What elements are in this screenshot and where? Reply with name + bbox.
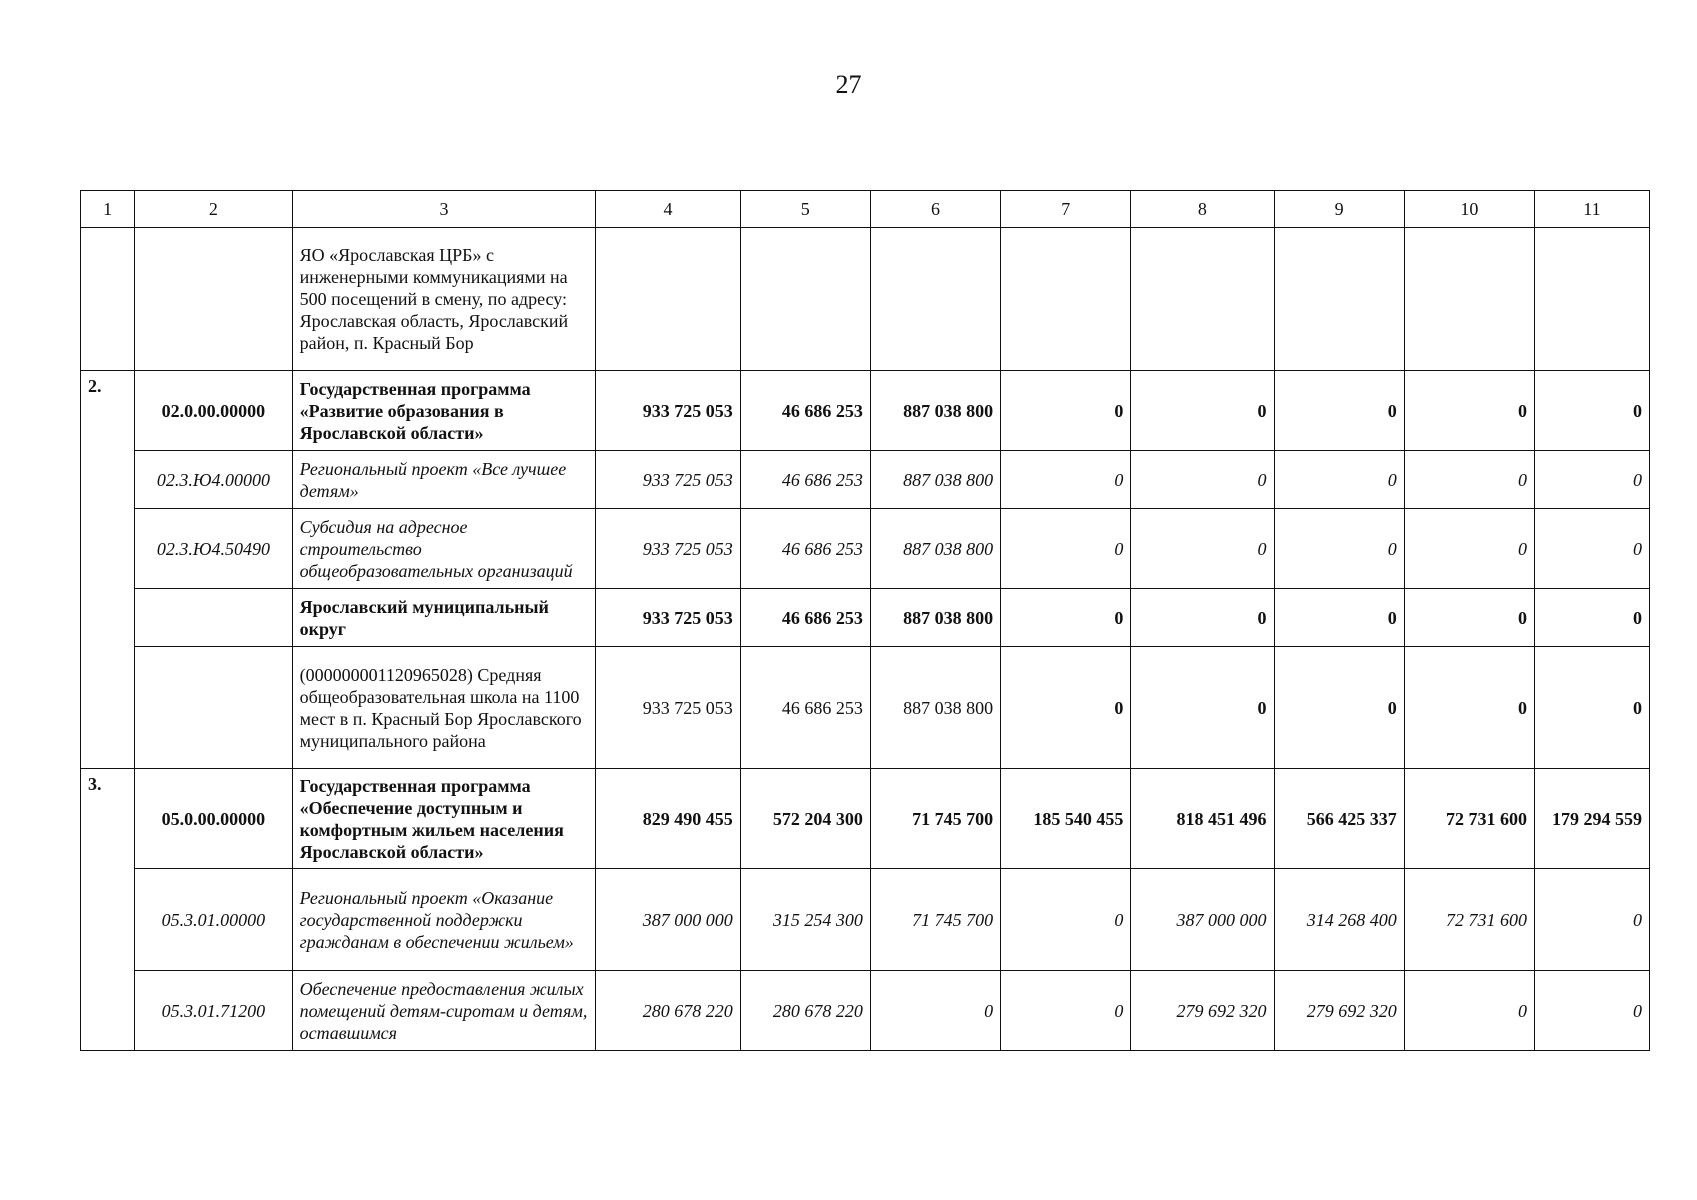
value-cell: 0 xyxy=(1001,451,1131,509)
value-cell: 933 725 053 xyxy=(596,589,740,647)
value-cell: 829 490 455 xyxy=(596,769,740,869)
value-cell: 887 038 800 xyxy=(870,451,1000,509)
value-cell: 314 268 400 xyxy=(1274,869,1404,971)
value-cell: 566 425 337 xyxy=(1274,769,1404,869)
value-cell: 71 745 700 xyxy=(870,869,1000,971)
value-cell: 0 xyxy=(1001,869,1131,971)
row-description: Ярославский муниципальный округ xyxy=(292,589,596,647)
budget-table xyxy=(80,190,1650,1051)
row-code xyxy=(135,589,292,647)
value-cell: 179 294 559 xyxy=(1534,769,1649,869)
row-description: Обеспечение предоставления жилых помещений детям-сиротам и детям, оставшимся xyxy=(292,971,596,1051)
value-cell: 0 xyxy=(1404,971,1534,1051)
row-code: 05.3.01.00000 xyxy=(135,869,292,971)
value-cell: 887 038 800 xyxy=(870,509,1000,589)
row-description: Государственная программа «Обеспечение доступным и комфортным жильем населения Ярославской области» xyxy=(292,769,596,869)
value-cell: 0 xyxy=(1534,371,1649,451)
value-cell: 933 725 053 xyxy=(596,509,740,589)
value-cell: 387 000 000 xyxy=(1131,869,1274,971)
column-header: 4 xyxy=(596,191,740,228)
row-description: Субсидия на адресное строительство общеобразовательных организаций xyxy=(292,509,596,589)
header-row xyxy=(81,191,1650,228)
value-cell: 0 xyxy=(1404,371,1534,451)
table-row xyxy=(81,451,1650,509)
value-cell: 887 038 800 xyxy=(870,589,1000,647)
row-code: 02.3.Ю4.50490 xyxy=(135,509,292,589)
value-cell: 387 000 000 xyxy=(596,869,740,971)
row-code xyxy=(135,647,292,769)
row-index: 2. xyxy=(81,371,135,769)
value-cell xyxy=(596,228,740,371)
value-cell xyxy=(1131,228,1274,371)
value-cell: 0 xyxy=(1534,509,1649,589)
table-row xyxy=(81,769,1650,869)
row-index xyxy=(81,228,135,371)
value-cell: 72 731 600 xyxy=(1404,869,1534,971)
value-cell xyxy=(740,228,870,371)
value-cell: 279 692 320 xyxy=(1274,971,1404,1051)
table-row xyxy=(81,869,1650,971)
value-cell: 0 xyxy=(1131,371,1274,451)
value-cell: 0 xyxy=(1404,509,1534,589)
value-cell: 72 731 600 xyxy=(1404,769,1534,869)
row-code: 05.0.00.00000 xyxy=(135,769,292,869)
table-row xyxy=(81,971,1650,1051)
value-cell xyxy=(1274,228,1404,371)
row-code: 05.3.01.71200 xyxy=(135,971,292,1051)
value-cell: 933 725 053 xyxy=(596,371,740,451)
value-cell: 0 xyxy=(1001,509,1131,589)
value-cell: 0 xyxy=(1274,647,1404,769)
column-header: 8 xyxy=(1131,191,1274,228)
value-cell: 71 745 700 xyxy=(870,769,1000,869)
value-cell: 0 xyxy=(1534,971,1649,1051)
column-header: 1 xyxy=(81,191,135,228)
row-description: (000000001120965028) Средняя общеобразовательная школа на 1100 мест в п. Красный Бор Ярославского муниципального района xyxy=(292,647,596,769)
value-cell: 46 686 253 xyxy=(740,371,870,451)
column-header: 10 xyxy=(1404,191,1534,228)
value-cell: 0 xyxy=(1131,589,1274,647)
value-cell: 46 686 253 xyxy=(740,509,870,589)
row-description: Региональный проект «Оказание государственной поддержки гражданам в обеспечении жильем» xyxy=(292,869,596,971)
row-code: 02.3.Ю4.00000 xyxy=(135,451,292,509)
value-cell: 0 xyxy=(1131,451,1274,509)
value-cell: 280 678 220 xyxy=(740,971,870,1051)
table-row xyxy=(81,647,1650,769)
value-cell: 933 725 053 xyxy=(596,647,740,769)
value-cell: 818 451 496 xyxy=(1131,769,1274,869)
value-cell: 280 678 220 xyxy=(596,971,740,1051)
value-cell: 0 xyxy=(1131,647,1274,769)
value-cell: 0 xyxy=(1404,589,1534,647)
value-cell: 0 xyxy=(1001,971,1131,1051)
row-code xyxy=(135,228,292,371)
row-description: Государственная программа «Развитие образования в Ярославской области» xyxy=(292,371,596,451)
value-cell: 887 038 800 xyxy=(870,371,1000,451)
row-index: 3. xyxy=(81,769,135,1051)
value-cell: 46 686 253 xyxy=(740,589,870,647)
value-cell: 46 686 253 xyxy=(740,647,870,769)
value-cell: 0 xyxy=(1534,647,1649,769)
value-cell: 933 725 053 xyxy=(596,451,740,509)
value-cell: 572 204 300 xyxy=(740,769,870,869)
value-cell: 0 xyxy=(1404,451,1534,509)
column-header: 7 xyxy=(1001,191,1131,228)
value-cell: 0 xyxy=(1274,589,1404,647)
value-cell: 0 xyxy=(1534,589,1649,647)
column-header: 3 xyxy=(292,191,596,228)
value-cell xyxy=(870,228,1000,371)
value-cell: 0 xyxy=(870,971,1000,1051)
table-row xyxy=(81,371,1650,451)
value-cell: 0 xyxy=(1404,647,1534,769)
value-cell: 0 xyxy=(1001,589,1131,647)
column-header: 6 xyxy=(870,191,1000,228)
value-cell xyxy=(1534,228,1649,371)
row-description: ЯО «Ярославская ЦРБ» с инженерными коммуникациями на 500 посещений в смену, по адресу: Ярославская область, Ярославский район, п. Красный Бор xyxy=(292,228,596,371)
value-cell xyxy=(1404,228,1534,371)
table-row xyxy=(81,589,1650,647)
value-cell: 0 xyxy=(1534,869,1649,971)
value-cell: 0 xyxy=(1131,509,1274,589)
table-row xyxy=(81,228,1650,371)
value-cell: 0 xyxy=(1001,647,1131,769)
value-cell: 46 686 253 xyxy=(740,451,870,509)
value-cell: 0 xyxy=(1274,509,1404,589)
page-number: 27 xyxy=(835,70,862,99)
column-header: 2 xyxy=(135,191,292,228)
value-cell: 0 xyxy=(1534,451,1649,509)
value-cell xyxy=(1001,228,1131,371)
row-code: 02.0.00.00000 xyxy=(135,371,292,451)
value-cell: 0 xyxy=(1001,371,1131,451)
column-header: 9 xyxy=(1274,191,1404,228)
value-cell: 0 xyxy=(1274,371,1404,451)
value-cell: 185 540 455 xyxy=(1001,769,1131,869)
value-cell: 315 254 300 xyxy=(740,869,870,971)
value-cell: 0 xyxy=(1274,451,1404,509)
value-cell: 887 038 800 xyxy=(870,647,1000,769)
row-description: Региональный проект «Все лучшее детям» xyxy=(292,451,596,509)
value-cell: 279 692 320 xyxy=(1131,971,1274,1051)
table-row xyxy=(81,509,1650,589)
column-header: 11 xyxy=(1534,191,1649,228)
column-header: 5 xyxy=(740,191,870,228)
